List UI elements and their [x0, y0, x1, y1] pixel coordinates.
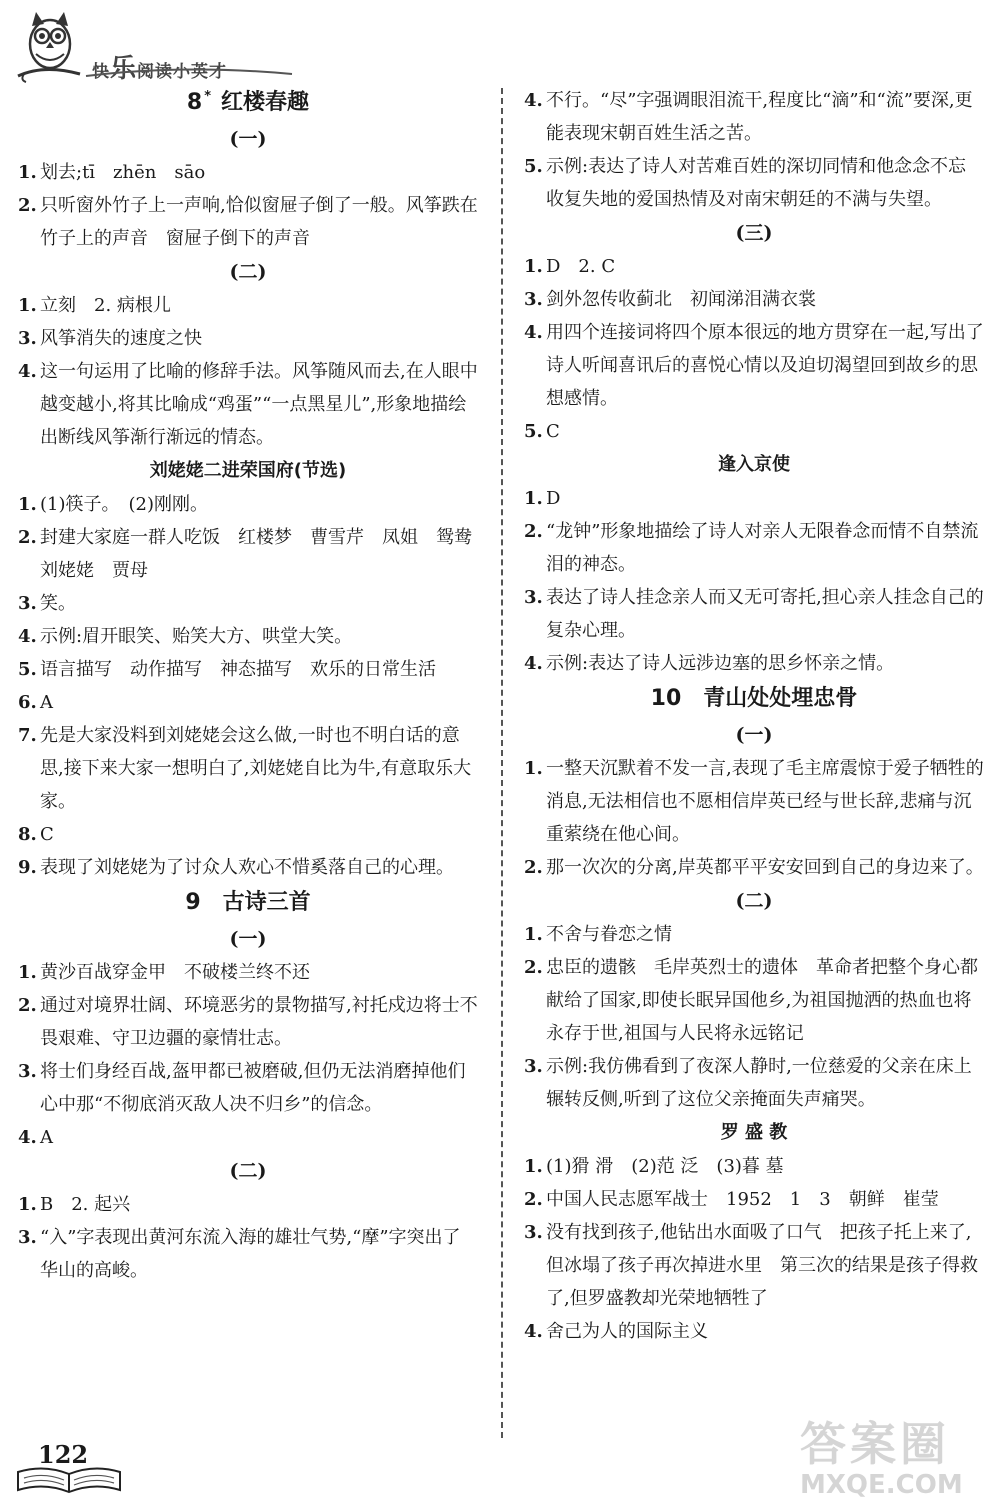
- answer-item: 6. A: [18, 692, 53, 713]
- answer-item: 3. 没有找到孩子,他钻出水面吸了口气 把孩子托上来了,但冰塌了孩子再次掉进水里 第三次的结果是孩子得救了,但罗盛教却光荣地牺牲了: [524, 1222, 978, 1309]
- answer-item: 2. 中国人民志愿军战士 1952 1 3 朝鲜 崔莹: [524, 1189, 939, 1210]
- answer-item: 1. 立刻 2. 病根儿: [18, 295, 171, 316]
- watermark: 答案圈 MXQE.COM: [800, 1417, 963, 1500]
- section-title-8: 8 * 红楼春趣: [186, 89, 310, 115]
- answer-item: 2. “龙钟”形象地描绘了诗人对亲人无限眷念而情不自禁流泪的神态。: [524, 521, 979, 575]
- answer-item: 3. 笑。: [18, 593, 76, 614]
- answer-item: 3. 表达了诗人挂念亲人而又无可寄托,担心亲人挂念自己的复杂心理。: [524, 587, 984, 641]
- right-column: [524, 84, 984, 1348]
- answer-item: 4. A: [18, 1127, 53, 1148]
- section-title-10: 10 青山处处埋忠骨: [650, 686, 858, 711]
- article-title: 刘姥姥二进荣国府(节选): [149, 460, 347, 481]
- page-number: 122: [38, 1440, 89, 1469]
- column-divider: [501, 88, 503, 1438]
- swoosh-decoration: [84, 66, 294, 80]
- answer-item: 1. D 2. C: [524, 256, 616, 277]
- answer-item: 1. D: [524, 488, 561, 509]
- answer-item: 4. 示例:眉开眼笑、贻笑大方、哄堂大笑。: [18, 626, 353, 647]
- answer-item: 8. C: [18, 824, 54, 845]
- answer-item: 5. C: [524, 421, 560, 442]
- sub-title: (一): [229, 928, 267, 950]
- answer-item: 3. 剑外忽传收蓟北 初闻涕泪满衣裳: [524, 289, 816, 310]
- answer-item: 4. 示例:表达了诗人远涉边塞的思乡怀亲之情。: [524, 653, 895, 674]
- answer-item: 9. 表现了刘姥姥为了讨众人欢心不惜奚落自己的心理。: [18, 857, 454, 878]
- article-title: 罗 盛 教: [720, 1122, 788, 1143]
- answer-item: 5. 示例:表达了诗人对苦难百姓的深切同情和他念念不忘收复失地的爱国热情及对南宋朝廷的不满与失望。: [524, 156, 967, 210]
- sub-title: (一): [229, 128, 267, 150]
- answer-item: 1. (1)猾 滑 (2)范 泛 (3)暮 墓: [524, 1156, 784, 1177]
- open-book-icon: [14, 1462, 124, 1496]
- answer-item: 2. 忠臣的遗骸 毛岸英烈士的遗体 革命者把整个身心都献给了国家,即使长眠异国他乡,为祖国抛洒的热血也将永存于世,祖国与人民将永远铭记: [524, 957, 978, 1044]
- left-column: [18, 84, 490, 1287]
- owl-icon: [14, 4, 84, 84]
- answer-item: 2. 通过对境界壮阔、环境恶劣的景物描写,衬托戍边将士不畏艰难、守卫边疆的豪情壮志。: [18, 995, 478, 1049]
- answer-item: 1. (1)筷子。 (2)刚刚。: [18, 494, 208, 515]
- answer-item: 3. “入”字表现出黄河东流入海的雄壮气势,“摩”字突出了华山的高峻。: [18, 1227, 461, 1281]
- answer-item: 3. 示例:我仿佛看到了夜深人静时,一位慈爱的父亲在床上辗转反侧,听到了这位父亲掩面失声痛哭。: [524, 1056, 972, 1110]
- answer-item: 4. 这一句运用了比喻的修辞手法。风筝随风而去,在人眼中越变越小,将其比喻成“鸡蛋”“一点黑星儿”,形象地描绘出断线风筝渐行渐远的情态。: [18, 361, 478, 448]
- answer-item: 2. 只听窗外竹子上一声响,恰似窗屉子倒了一般。风筝跌在竹子上的声音 窗屉子倒下的声音: [18, 195, 478, 249]
- article-title: 逢入京使: [718, 454, 790, 475]
- answer-item: 7. 先是大家没料到刘姥姥会这么做,一时也不明白话的意思,接下来大家一想明白了,刘姥姥自比为牛,有意取乐大家。: [18, 725, 472, 812]
- answer-item: 1. 黄沙百战穿金甲 不破楼兰终不还: [18, 962, 310, 983]
- series-logo: [14, 4, 314, 84]
- answer-item: 1. 不舍与眷恋之情: [524, 924, 672, 945]
- answer-item: 1. B 2. 起兴: [18, 1194, 131, 1215]
- sub-title: (二): [229, 1160, 267, 1182]
- answer-item: 2. 封建大家庭一群人吃饭 红楼梦 曹雪芹 凤姐 鸳鸯 刘姥姥 贾母: [18, 527, 490, 581]
- answer-item: 3. 风筝消失的速度之快: [18, 328, 202, 349]
- sub-title: (二): [229, 261, 267, 283]
- answer-item: 1. 一整天沉默着不发一言,表现了毛主席震惊于爱子牺牲的消息,无法相信也不愿相信岸英已经与世长辞,悲痛与沉重萦绕在他心间。: [524, 758, 984, 845]
- sub-title: (一): [735, 724, 773, 746]
- answer-item: 1. 划去;tī zhēn sāo: [18, 162, 206, 183]
- answer-item: 4. 舍己为人的国际主义: [524, 1321, 708, 1342]
- answer-item: 4. 不行。“尽”字强调眼泪流干,程度比“滴”和“流”要深,更能表现宋朝百姓生活之苦。: [524, 90, 973, 144]
- answer-item: 3. 将士们身经百战,盔甲都已被磨破,但仍无法消磨掉他们心中那“不彻底消灭敌人决不归乡”的信念。: [18, 1061, 466, 1115]
- sub-title: (三): [735, 222, 773, 244]
- sub-title: (二): [735, 890, 773, 912]
- answer-item: 5. 语言描写 动作描写 神态描写 欢乐的日常生活: [18, 659, 436, 680]
- section-title-9: 9 古诗三首: [185, 890, 311, 915]
- answer-item: 4. 用四个连接词将四个原本很远的地方贯穿在一起,写出了诗人听闻喜讯后的喜悦心情以及迫切渴望回到故乡的思想感情。: [524, 322, 984, 409]
- series-title: 快乐阅读小英才: [92, 54, 228, 84]
- answer-item: 2. 那一次次的分离,岸英都平平安安回到自己的身边来了。: [524, 857, 984, 878]
